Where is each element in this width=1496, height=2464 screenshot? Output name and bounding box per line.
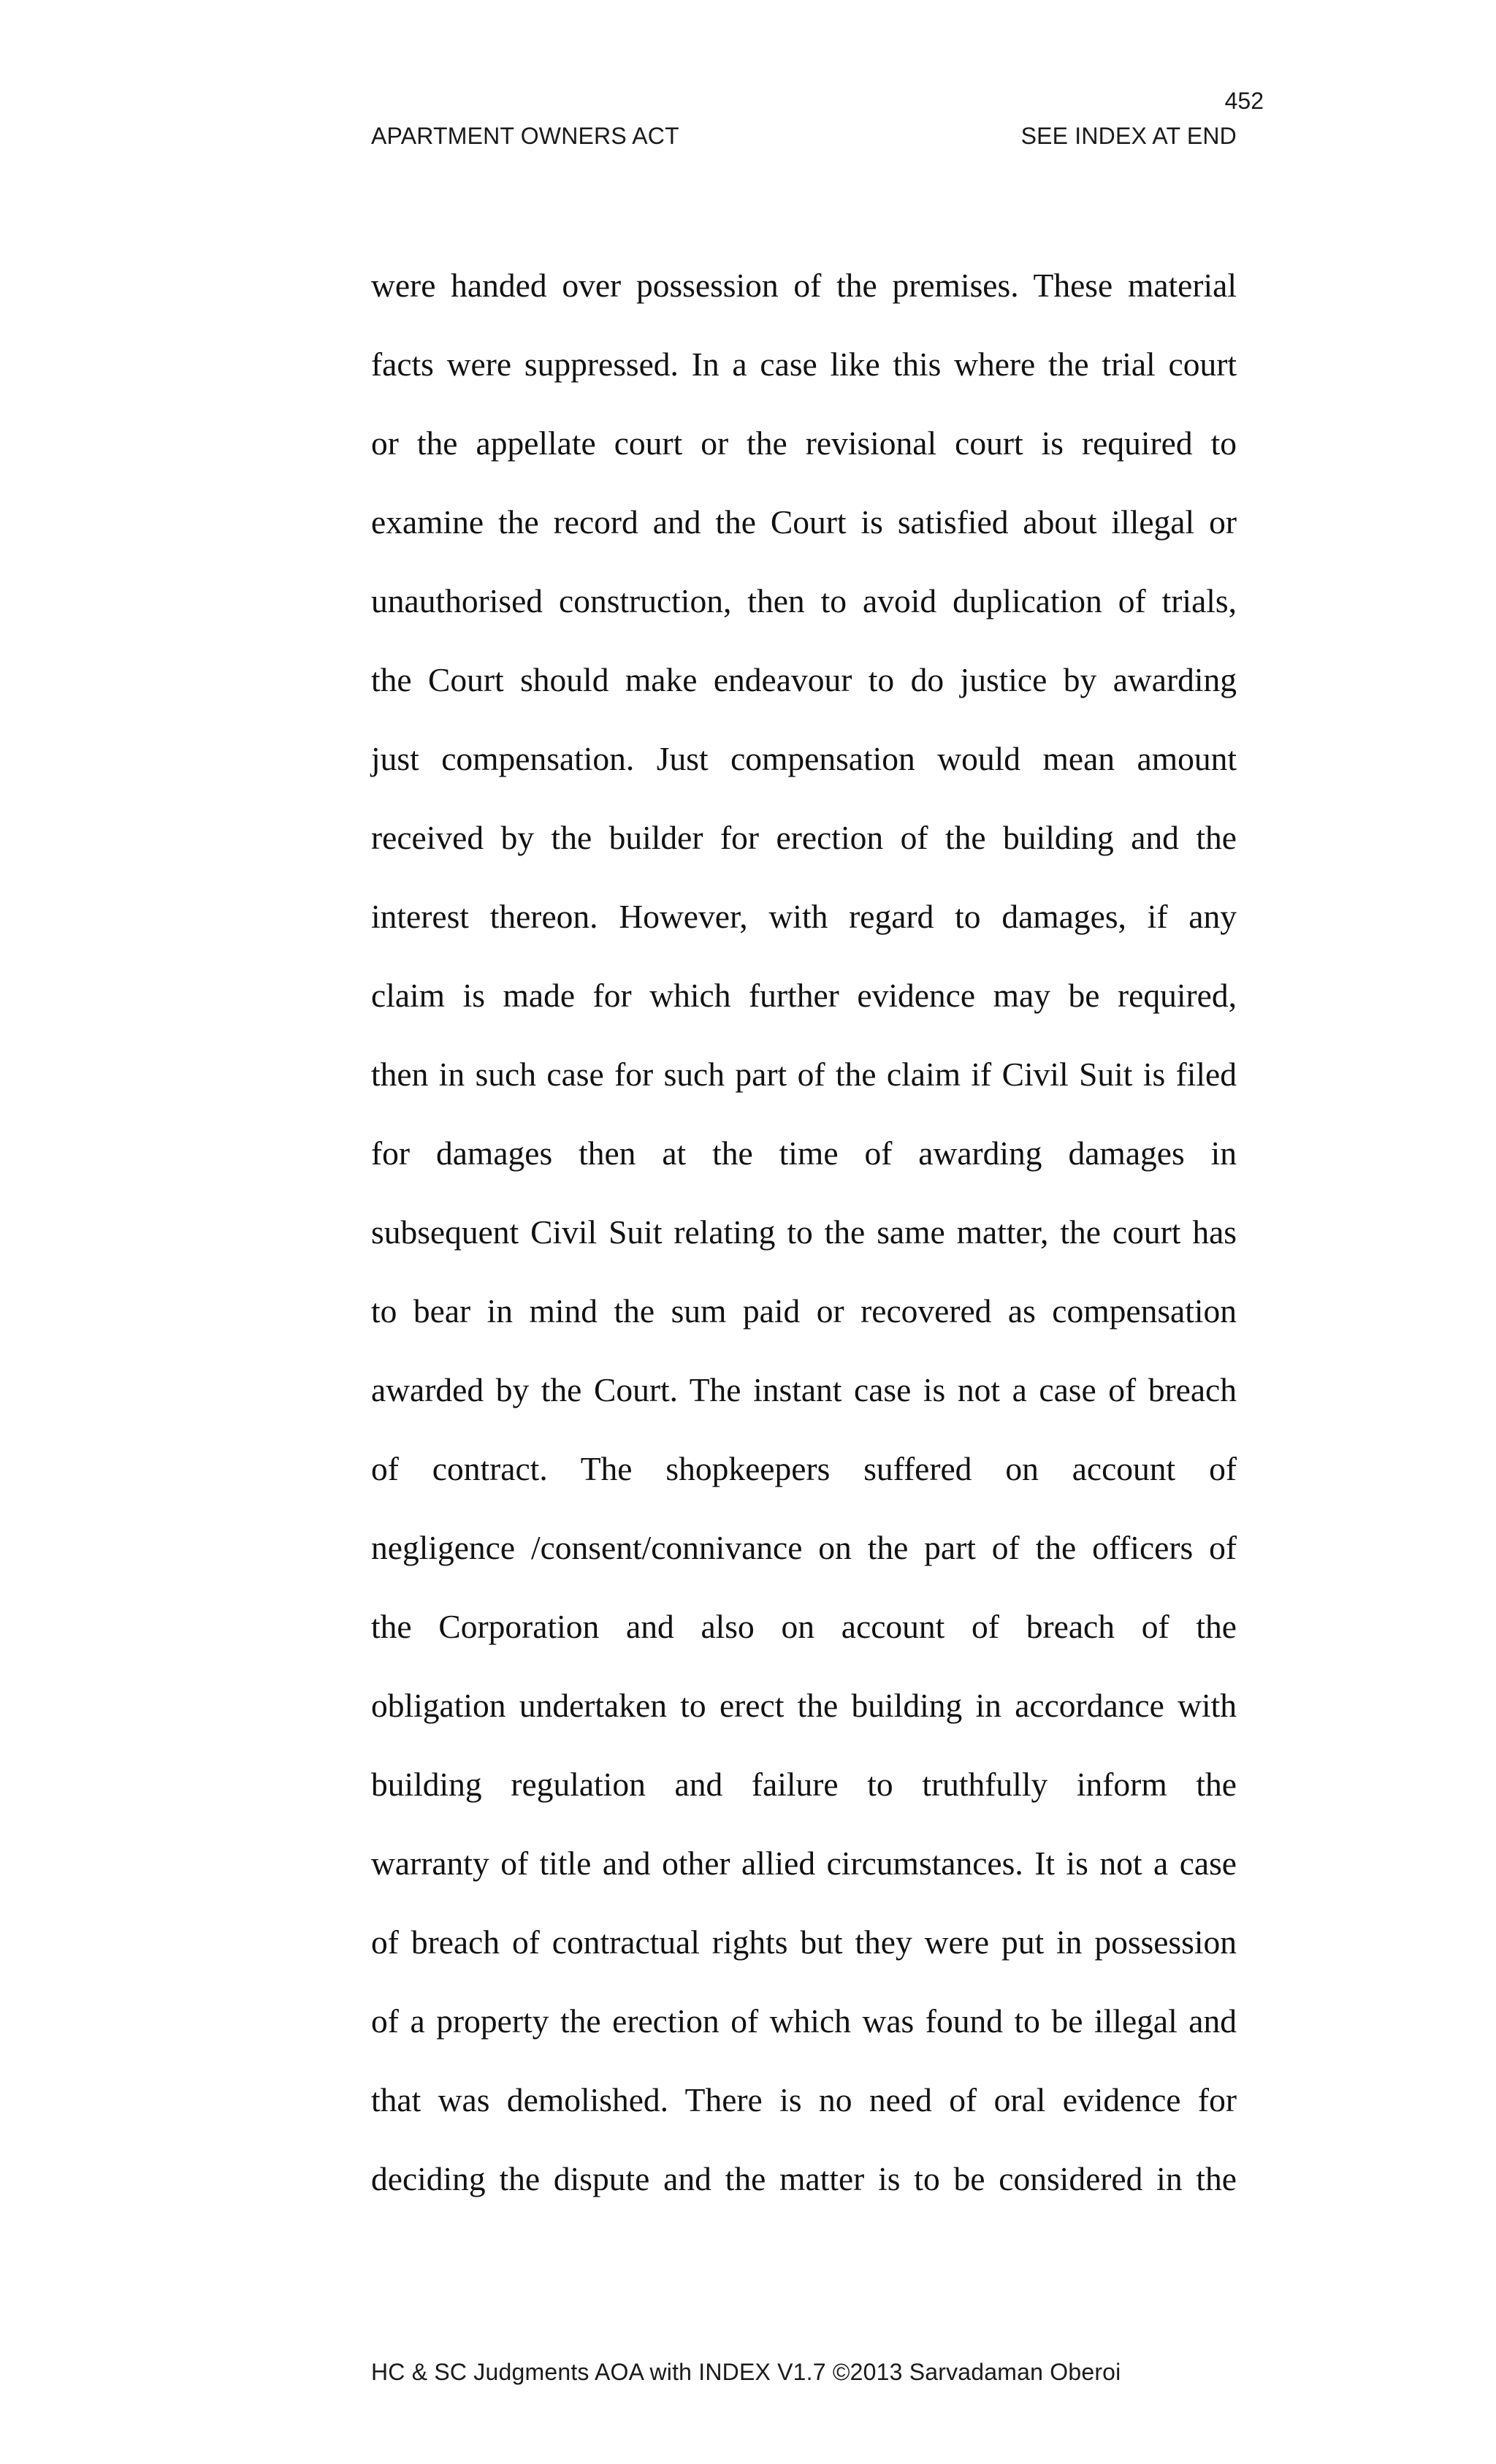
text-line: deciding the dispute and the matter is to be considered in the	[371, 2160, 1237, 2197]
text-line: unauthorised construction, then to avoid duplication of trials,	[371, 582, 1237, 619]
text-line: warranty of title and other allied circumstances. It is not a case	[371, 1845, 1237, 1882]
body-text	[371, 261, 1237, 2233]
text-line: the Corporation and also on account of breach of the	[371, 1608, 1237, 1645]
text-line: just compensation. Just compensation would mean amount	[371, 740, 1237, 777]
text-line: for damages then at the time of awarding damages in	[371, 1134, 1237, 1172]
text-line: that was demolished. There is no need of oral evidence for	[371, 2081, 1237, 2118]
text-line: facts were suppressed. In a case like this where the trial court	[371, 346, 1237, 383]
text-line: subsequent Civil Suit relating to the same matter, the court has	[371, 1213, 1237, 1251]
footer-text: HC & SC Judgments AOA with INDEX V1.7 ©2013 Sarvadaman Oberoi	[371, 2359, 1121, 2385]
text-line: then in such case for such part of the claim if Civil Suit is filed	[371, 1056, 1237, 1093]
page-number: 452	[1224, 88, 1264, 114]
text-line: obligation undertaken to erect the building in accordance with	[371, 1687, 1237, 1724]
text-line: the Court should make endeavour to do justice by awarding	[371, 661, 1237, 698]
text-line: awarded by the Court. The instant case is not a case of breach	[371, 1371, 1237, 1408]
text-line: of breach of contractual rights but they were put in possession	[371, 1923, 1237, 1961]
running-header-right: SEE INDEX AT END	[1020, 123, 1237, 149]
text-line: were handed over possession of the premises. These material	[371, 267, 1237, 304]
text-line: building regulation and failure to truthfully inform the	[371, 1766, 1237, 1803]
text-line: or the appellate court or the revisional court is required to	[371, 424, 1237, 462]
text-line: of a property the erection of which was found to be illegal and	[371, 2002, 1237, 2040]
text-line: to bear in mind the sum paid or recovered as compensation	[371, 1292, 1237, 1330]
text-line: negligence /consent/connivance on the part of the officers of	[371, 1529, 1237, 1566]
text-line: examine the record and the Court is satisfied about illegal or	[371, 503, 1237, 541]
running-header-left: APARTMENT OWNERS ACT	[371, 123, 679, 149]
text-line: received by the builder for erection of the building and the	[371, 819, 1237, 856]
text-line: interest thereon. However, with regard to damages, if any	[371, 898, 1237, 935]
text-line: claim is made for which further evidence may be required,	[371, 977, 1237, 1014]
text-line: of contract. The shopkeepers suffered on account of	[371, 1450, 1237, 1487]
